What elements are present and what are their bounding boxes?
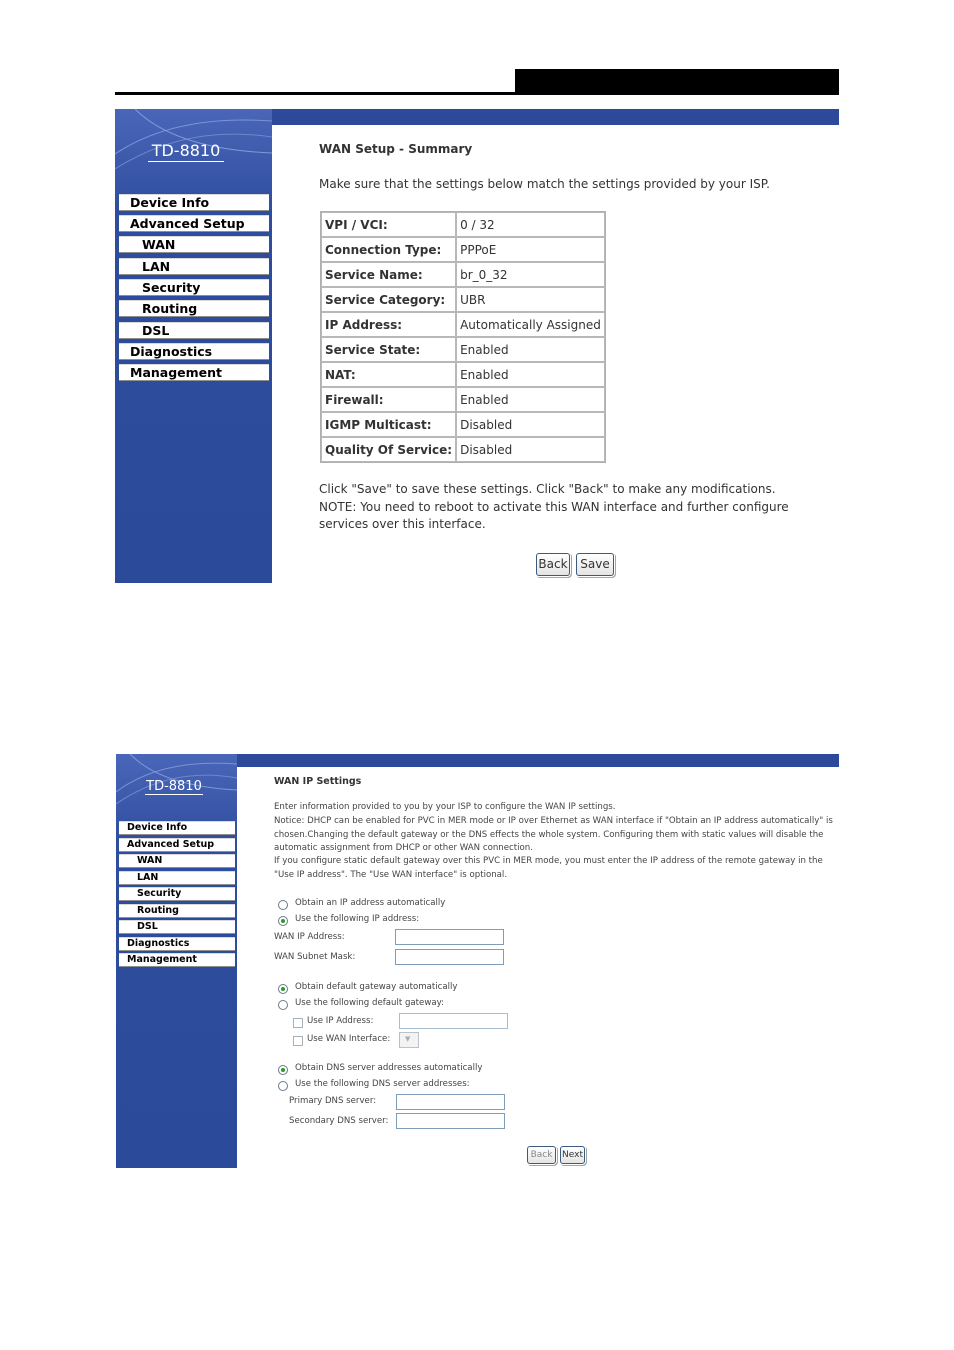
table-row xyxy=(321,212,605,237)
primary-dns-input[interactable] xyxy=(396,1094,505,1110)
dns-auto-label: Obtain DNS server addresses automatically xyxy=(295,1063,483,1073)
ip-auto-label: Obtain an IP address automatically xyxy=(295,898,446,908)
top-banner xyxy=(237,754,839,767)
menu-item-dsl[interactable]: DSL xyxy=(119,920,235,934)
menu-item-management[interactable]: Management xyxy=(119,364,269,381)
table-row xyxy=(321,437,605,462)
menu-item-wan[interactable]: WAN xyxy=(119,854,235,868)
back-button[interactable]: Back xyxy=(527,1146,556,1164)
wan-ip-label: WAN IP Address: xyxy=(274,932,345,942)
row-value: Disabled xyxy=(456,437,605,462)
gateway-auto-radio[interactable] xyxy=(278,984,288,994)
menu-item-wan[interactable]: WAN xyxy=(119,236,269,253)
table-row xyxy=(321,412,605,437)
row-key: IP Address: xyxy=(321,312,456,337)
table-row xyxy=(321,337,605,362)
table-row xyxy=(321,287,605,312)
menu-item-advanced-setup[interactable]: Advanced Setup xyxy=(119,838,235,852)
wan-ip-input[interactable] xyxy=(395,929,504,945)
primary-dns-label: Primary DNS server: xyxy=(289,1096,377,1106)
menu-item-security[interactable]: Security xyxy=(119,279,269,296)
use-ip-label: Use IP Address: xyxy=(307,1016,374,1026)
menu-item-dsl[interactable]: DSL xyxy=(119,322,269,339)
intro-text: Enter information provided to you by your ISP to configure the WAN IP settings. xyxy=(274,802,616,812)
row-key: IGMP Multicast: xyxy=(321,412,456,437)
menu-item-lan[interactable]: LAN xyxy=(119,258,269,275)
row-value: Disabled xyxy=(456,412,605,437)
page-title: WAN Setup - Summary xyxy=(319,142,473,156)
menu-item-management[interactable]: Management xyxy=(119,953,235,967)
summary-table xyxy=(320,211,606,463)
row-key: Firewall: xyxy=(321,387,456,412)
wan-interface-select[interactable] xyxy=(399,1032,419,1048)
save-hint: Click "Save" to save these settings. Click "Back" to make any modifications. xyxy=(319,482,776,496)
use-ip-input[interactable] xyxy=(399,1013,508,1029)
gateway-static-label: Use the following default gateway: xyxy=(295,998,444,1008)
dns-auto-radio[interactable] xyxy=(278,1065,288,1075)
dns-static-label: Use the following DNS server addresses: xyxy=(295,1079,470,1089)
notice-text: Notice: DHCP can be enabled for PVC in MER mode or IP over Ethernet as WAN interface if "Obtain an IP address automatically" is chosen.Changing the default gateway or the DNS effects the whole system. Configuring them with static values will disable the automatic assignment from DHCP or other WAN connection. xyxy=(274,816,833,854)
wan-summary-screenshot xyxy=(115,109,839,583)
row-value: Enabled xyxy=(456,387,605,412)
back-button[interactable]: Back xyxy=(536,553,570,576)
row-key: VPI / VCI: xyxy=(321,212,456,237)
gateway-static-radio[interactable] xyxy=(278,1000,288,1010)
menu-item-device-info[interactable]: Device Info xyxy=(119,194,269,211)
page-header-rule xyxy=(115,92,839,95)
menu-item-routing[interactable]: Routing xyxy=(119,300,269,317)
next-button[interactable]: Next xyxy=(560,1146,585,1164)
menu-item-routing[interactable]: Routing xyxy=(119,904,235,918)
reboot-note: NOTE: You need to reboot to activate this WAN interface and further configure services over this interface. xyxy=(319,499,789,531)
save-instructions xyxy=(319,481,819,534)
table-row xyxy=(321,387,605,412)
secondary-dns-label: Secondary DNS server: xyxy=(289,1116,389,1126)
row-value: Enabled xyxy=(456,337,605,362)
menu-item-security[interactable]: Security xyxy=(119,887,235,901)
wan-mask-label: WAN Subnet Mask: xyxy=(274,952,356,962)
menu-item-device-info[interactable]: Device Info xyxy=(119,821,235,835)
use-wan-checkbox[interactable] xyxy=(293,1036,303,1046)
row-value: 0 / 32 xyxy=(456,212,605,237)
top-banner xyxy=(272,109,839,125)
row-key: Quality Of Service: xyxy=(321,437,456,462)
row-value: br_0_32 xyxy=(456,262,605,287)
wan-mask-input[interactable] xyxy=(395,949,504,965)
use-ip-checkbox[interactable] xyxy=(293,1018,303,1028)
gateway-hint-text: If you configure static default gateway over this PVC in MER mode, you must enter the IP address of the remote gateway in the "Use IP address". The "Use WAN interface" is optional. xyxy=(274,856,823,880)
intro-text: Make sure that the settings below match the settings provided by your ISP. xyxy=(319,177,770,191)
row-key: Service Name: xyxy=(321,262,456,287)
menu-item-advanced-setup[interactable]: Advanced Setup xyxy=(119,215,269,232)
table-row xyxy=(321,262,605,287)
menu-item-diagnostics[interactable]: Diagnostics xyxy=(119,343,269,360)
row-key: Service Category: xyxy=(321,287,456,312)
row-value: UBR xyxy=(456,287,605,312)
table-row xyxy=(321,312,605,337)
row-key: Connection Type: xyxy=(321,237,456,262)
row-key: Service State: xyxy=(321,337,456,362)
gateway-auto-label: Obtain default gateway automatically xyxy=(295,982,458,992)
use-wan-label: Use WAN Interface: xyxy=(307,1034,391,1044)
ip-auto-radio[interactable] xyxy=(278,900,288,910)
menu-item-lan[interactable]: LAN xyxy=(119,871,235,885)
wan-ip-settings-screenshot xyxy=(116,754,839,1168)
ip-static-radio[interactable] xyxy=(278,916,288,926)
table-row xyxy=(321,237,605,262)
brand-logo: TD-8810 xyxy=(146,779,202,794)
row-value: Enabled xyxy=(456,362,605,387)
row-key: NAT: xyxy=(321,362,456,387)
menu-item-diagnostics[interactable]: Diagnostics xyxy=(119,937,235,951)
dns-static-radio[interactable] xyxy=(278,1081,288,1091)
save-button[interactable]: Save xyxy=(576,553,614,576)
brand-logo: TD-8810 xyxy=(148,141,224,162)
ip-static-label: Use the following IP address: xyxy=(295,914,420,924)
table-row xyxy=(321,362,605,387)
secondary-dns-input[interactable] xyxy=(396,1113,505,1129)
row-value: PPPoE xyxy=(456,237,605,262)
row-value: Automatically Assigned xyxy=(456,312,605,337)
page-title: WAN IP Settings xyxy=(274,776,362,787)
